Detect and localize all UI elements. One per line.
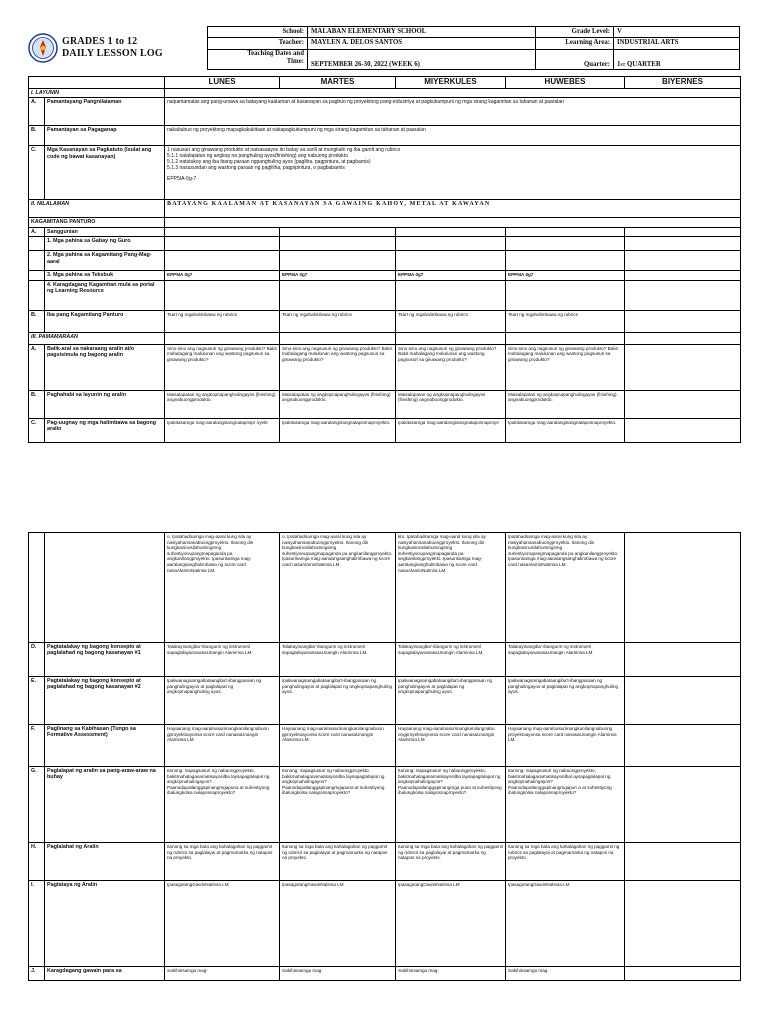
row-letter: A.	[29, 227, 45, 236]
cell-huwebes: Itanong: Sapagsusuri ng nabuongproyekto, bakitmahalaganamatisayosilbal aysapaglalapat ng angkopnahulingayos? Paanodapatlanggapinangmgapun a at suhestiyong ibalungkolsa nalaposnaproyekto?	[506, 767, 625, 843]
row-label: Paglalahat ng Aralin	[45, 843, 165, 881]
cell-martes: Ipakitasamga mag-aaralangisangnataposnaproyekto.	[280, 418, 396, 442]
cell-martes: Itanong: Sapagsusuri ng nabuongproyekto, bakitmahalaganamatisayosilba laysapaglalapat ng angkopnahulingayos? Paanodapatlanggapinangmgapuna at suhestiyong ibalungkolsa nalaposnaproyekto?	[280, 767, 396, 843]
logo-block	[28, 26, 207, 70]
cell-lunes: Talakayinangiba'-ibangurin ng instrumenl sapaglalayananasaUnangin Alaminsa LM.	[165, 643, 280, 677]
row-label: 3. Mga pahina sa Teksbuk	[45, 271, 165, 280]
day-lunes: LUNES	[165, 77, 280, 89]
quarter-rest: QUARTER	[625, 61, 661, 68]
row-pagtataya	[29, 881, 741, 967]
kasanayan-line: 5.1.3 nasusundan ang wastong paraan ng pagliliha, pagpipintura, o pagbabarnis	[167, 165, 345, 172]
cell-biyernes	[625, 310, 741, 332]
cell-biyernes	[625, 967, 741, 981]
cell-biyernes	[625, 237, 741, 251]
row-pag-uugnay	[29, 418, 741, 442]
cell-biyernes	[625, 677, 741, 725]
cell-miyerkules: Hayaanang mag-aaralnasuriinangkanilangnabu ongproyektoayonsa score card nanasaUnangin Alaminsa LM.	[396, 725, 506, 767]
row-letter: G.	[29, 767, 45, 843]
cell-lunes: o. Ipatahadsamga mag-aaral kung sila ay nasiyahansanabuongproyekto. Ilanong din kungkaninosilahuminginng suhestiyonupangmapaganda pa angkanilangproyekto. Ipasurisamga mag-aaralangsanghalimbawa ng score card nasaAlaminNatinsa LM.	[165, 533, 280, 643]
grade-value: V	[614, 27, 740, 38]
cell-huwebes: IpasagotangGawinNatinsa LM	[506, 881, 625, 967]
cell-biyernes	[625, 344, 741, 390]
row-pamantayan-sa-pagaganap	[29, 126, 741, 146]
row-label: 2. Mga pahina sa Kagamitang Pang-Mag-aaral	[45, 251, 165, 271]
row-letter: B.	[29, 390, 45, 418]
row-balik-aral	[29, 344, 741, 390]
day-biyernes: BIYERNES	[625, 77, 741, 89]
cell-martes	[280, 227, 396, 236]
quarter-sup: ST	[620, 62, 626, 67]
cell-huwebes: Talakayinangiba'-ibangurin ng instrumenl sapaglalayananasaUnangin Alaminsa LM.	[506, 643, 625, 677]
cell-lunes	[165, 227, 280, 236]
layunin-blank	[165, 89, 741, 98]
cell-martes: Itanong sa mga bata ang kahalagahan ng paggamit ng rubrics sa paglalayai at pagmamarka ng natapos na proyekto.	[280, 843, 396, 881]
cell-miyerkules	[396, 280, 506, 310]
cell-lunes: EPP5IA 0g7	[165, 271, 280, 280]
kasanayan-line: 5.1.1 nalalapatan ng angkop na panghuling ayos(finishing) ang nabuong produkto	[167, 153, 348, 160]
row-label: Pagtataya ng Aralin	[45, 881, 165, 967]
nilalaman-text: BATAYANG KAALAMAN AT KASANAYAN SA GAWAING KAHOY, METAL AT KAWAYAN	[165, 200, 741, 218]
page-2	[28, 532, 740, 981]
kagamitan-heading: KAGAMITANG PANTURO	[29, 218, 165, 227]
row-letter: D.	[29, 643, 45, 677]
cell-martes: EPP5IA 0g7	[280, 271, 396, 280]
quarter-num: 1	[617, 61, 621, 68]
row-label: Pag-uugnay ng mga halimbawa sa bagong aralin	[45, 418, 165, 442]
cell-lunes: IpasagotangGawinNatinsa LM	[165, 881, 280, 967]
cell-huwebes	[506, 237, 625, 251]
title-line-1: GRADES 1 to 12	[62, 36, 138, 47]
cell-martes: Hayaanang mag-aaralnasuriinangkanilangnabuon gproyektoayonsa score card nanasaUnangin Alaminsa LM.	[280, 725, 396, 767]
cell-martes	[280, 237, 396, 251]
day-martes: MARTES	[280, 77, 396, 89]
row-teksbuk	[29, 271, 741, 280]
day-header-blank	[29, 77, 165, 89]
section-nilalaman	[29, 200, 741, 218]
cell-martes: Tsart ng mgahalimbawa ng rubrics	[280, 310, 396, 332]
lesson-plan-table-2	[28, 532, 741, 981]
cell-miyerkules: Itanong sa mga bata ang kahalagahan ng paggamit ng rubrics sa paglalayai at pagmamarka ng natapos na proyekto.	[396, 843, 506, 881]
row-label: Iba pang Kagamitang Panturo	[45, 310, 165, 332]
cell-lunes: Maisalapatan ng angkopnapanghulingayos (finishing) angnabuongprodukto.	[165, 390, 280, 418]
cell-biyernes	[625, 332, 741, 344]
quarter-label	[536, 49, 614, 69]
school-value: MALABAN ELEMENTARY SCHOOL	[308, 27, 536, 38]
row-label: Balik-aral sa nakaraang aralin at/o pagsisimula ng bagong aralin	[45, 344, 165, 390]
kasanayan-code: EPP5IA-0g-7	[167, 176, 197, 183]
cell-lunes: Hayaanang mag-aaralnasuriinangkanilangnabuon gproyektoayonsa score card nanasaUnangin Alaminsa LM.	[165, 725, 280, 767]
day-huwebes: HUWEBES	[506, 77, 625, 89]
info-table	[207, 26, 740, 70]
dates-value	[308, 49, 536, 69]
row-label: Sanggunian	[45, 227, 165, 236]
row-gabay-ng-guro	[29, 237, 741, 251]
cell-biyernes	[625, 227, 741, 236]
row-label: Karagdagang gawain para sa	[45, 967, 165, 981]
section-pamamaraan	[29, 332, 741, 344]
cell-biyernes	[625, 418, 741, 442]
cell-miyerkules: Maisalapatan ng angkopnapanghulingayos (finishing) angnabuongprodukto.	[396, 390, 506, 418]
cell-lunes: Sino-sino ang nagsusuri ng ginawang produkto? Bakit mahalagang malulunan ang wastong pagsusuri sa ginawang produkto?	[165, 344, 280, 390]
row-letter: E.	[29, 677, 45, 725]
row-paglalapat	[29, 767, 741, 843]
cell-lunes: Sabihinsamga mag-	[165, 967, 280, 981]
section-kagamitan	[29, 218, 741, 227]
cell-lunes: Ipakitasamga mag-aaralangisangnatapospr oyekt	[165, 418, 280, 442]
row-pagtatalakay-2	[29, 677, 741, 725]
row-iba-pang-kagamitan	[29, 310, 741, 332]
cell-huwebes	[506, 280, 625, 310]
cell-miyerkules	[396, 251, 506, 271]
row-label: Pagtatalakay ng bagong konsepto at paglalahad ng bagong kasanayan #2	[45, 677, 165, 725]
row-label	[45, 533, 165, 643]
cell-huwebes: EPP5IA 0g7	[506, 271, 625, 280]
row-letter: C.	[29, 418, 45, 442]
school-label: School:	[208, 27, 308, 38]
row-label: Paghahabi sa layunin ng aralin	[45, 390, 165, 418]
row-kasanayan	[29, 146, 741, 200]
cell-biyernes	[625, 251, 741, 271]
row-text: naipamamalas ang pang-unawa sa batayang kaalaman at kasanayan sa pagbuo ng proyektong pang-industriya at pagkukumpuni ng mga sirang kagamitan sa tahanan at paaralan	[165, 98, 741, 126]
kasanayan-line: 1 nasusuri ang ginawang produkto at naisasaayos ito batay sa sarili at mungkahi ng iba gamit ang rubrics	[167, 147, 401, 154]
cell-huwebes: Tsart ng mgahalimbawa ng rubrics	[506, 310, 625, 332]
pamamaraan-heading: III. PAMAMARAAN	[29, 332, 165, 344]
cell-miyerkules: EPP5IA 0g7	[396, 271, 506, 280]
day-header-row	[29, 77, 741, 89]
page-1	[28, 26, 740, 443]
row-letter: I.	[29, 881, 45, 967]
cell-martes: Sabihinsamga mag-	[280, 967, 396, 981]
row-label: Pagtatalakay ng bagong konsepto at paglalahad ng bagong kasanayan #1	[45, 643, 165, 677]
row-learning-resource	[29, 280, 741, 310]
cell-huwebes	[506, 251, 625, 271]
cell-martes: Maisalapatan ng angkopnapanghulingayos (finishing) angnabuongprodukto.	[280, 390, 396, 418]
row-letter: J.	[29, 967, 45, 981]
row-label: Mga Kasanayan sa Pagkatuto (Isulat ang code ng bawat kasanayan)	[45, 146, 165, 200]
cell-huwebes: Sabihinsamga mag-	[506, 967, 625, 981]
cell-huwebes: Sino-sino ang nagsusuri ng ginawang produkto? Bakit mahalagang malulunan ang wastong pagsusuri sa ginawang produkto?	[506, 344, 625, 390]
row-paglinang	[29, 725, 741, 767]
row-pag-uugnay-cont	[29, 533, 741, 643]
row-letter: B.	[29, 126, 45, 146]
section-layunin	[29, 89, 741, 98]
cell-huwebes: Itanong sa mga bata ang kahalagahan ng paggamit ng rubrics sa paglalayai at pagmamarka ng natapos na proyekto.	[506, 843, 625, 881]
cell-martes: Sino-sino ang nagsusuri ng ginawang produkto? Bakit mahalagang malulunan ang wastong pagsusuri sa ginawang produkto?	[280, 344, 396, 390]
row-kagamitang-pang-mag-aaral	[29, 251, 741, 271]
cell-miyerkules: Ipakitasamga mag-aaralangisangnataposnaproye	[396, 418, 506, 442]
kasanayan-line: 5.1.2 natutukoy ang iba ibang paraan ngpanghuling ayos (pagliha, pagpintura, at pagbarnis)	[167, 159, 371, 166]
cell-martes: o. Ipatahadsamga mag-aaral kung sila ay nasiyahansanabuongproyekto. Ilanong din kungkaninosilahuminginng suhestiyonupangmapaganda pa angkanilangproyekto. Ipasurisamga mag-aaralangsanghalimbawa ng score card nasaAlaminNatinsa LM.	[280, 533, 396, 643]
teacher-value: MAYLEN A. DELOS SANTOS	[308, 38, 536, 49]
row-text	[165, 146, 741, 200]
cell-martes: Ipaliwanagsamgabataangiba't-ibangparaan ng panghulingayos at paglalapat ng angkopnapanghuling ayos.	[280, 677, 396, 725]
teacher-label: Teacher:	[208, 38, 308, 49]
row-label: Paglalapat ng aralin sa pang-araw-araw na buhay	[45, 767, 165, 843]
grade-label: Grade Level:	[536, 27, 614, 38]
cell-huwebes: Ipatahadsamga mag-aaral kung sila ay nasiyahansanabuongproyekto. Ilanong din kungkaninosilahuminginng suhestiyonupangmapaganda pa angkanilangproyekto. Ipasurisamga mag-aaralangsanghalimbawa ng score card nasaAlaminNatinsa LM.	[506, 533, 625, 643]
row-sanggunian	[29, 227, 741, 236]
row-letter: A.	[29, 344, 45, 390]
cell-lunes: Tsart ng mgahalimbawa ng rubrics	[165, 310, 280, 332]
row-paghahabi	[29, 390, 741, 418]
row-letter	[29, 280, 45, 310]
cell-miyerkules: Itanong: Sapagsusuri ng nabuongproyekto, bakitmahalaganamatisayosilba laysapaglalapat ng angkopnahulingayos? Paanodapatlanggapinangmga puna at suhestiyong ibalungkolsa nalaposnaproyekto?	[396, 767, 506, 843]
cell-miyerkules: Sino-sino ang nagsusuri ng ginawang produkto? Bakit mahalagang malulunan ang wastong pagsusuri sa ginawang produkto?	[396, 344, 506, 390]
dates-text: SEPTEMBER 26-30, 2022 (WEEK 6)	[311, 61, 420, 68]
row-pagtatalakay-1	[29, 643, 741, 677]
quarter-label-text: Quarter:	[583, 61, 610, 68]
row-letter: B.	[29, 310, 45, 332]
cell-huwebes: Ipaliwanagsamgabataangiba't-ibangparaan ng panghulingayos at paglalapat ng angkopnapanghuling ayos.	[506, 677, 625, 725]
row-letter	[29, 251, 45, 271]
row-letter: F.	[29, 725, 45, 767]
cell-lunes: Itanong sa mga bata ang kahalagahan ng paggamit ng rubrics sa paglalayai at pagmamarka ng natapos na proyekto.	[165, 843, 280, 881]
row-paglalahat	[29, 843, 741, 881]
cell-lunes	[165, 280, 280, 310]
deped-seal-icon	[28, 33, 58, 63]
cell-biyernes	[625, 643, 741, 677]
dll-header	[28, 26, 740, 70]
cell-lunes: Ipaliwanagsamgabataangiba't-ibangparaan ng panghulingayos at paglalapat ng angkopnapanghuling ayos.	[165, 677, 280, 725]
row-karagdagang-gawain	[29, 967, 741, 981]
cell-biyernes	[625, 843, 741, 881]
cell-huwebes	[506, 227, 625, 236]
row-label: Pamantayang Pangnilalaman	[45, 98, 165, 126]
cell-huwebes: Hayaanang mag-aaralnasuriinangkanilangnabuong proyektoayonsa score card nanasaUnangin Alaminsa LM.	[506, 725, 625, 767]
row-label: 4. Karagdagang Kagamitan mula sa portal ng Learning Resource	[45, 280, 165, 310]
lesson-plan-table-1	[28, 76, 741, 443]
row-label: 1. Mga pahina sa Gabay ng Guro	[45, 237, 165, 251]
cell-huwebes	[506, 332, 625, 344]
cell-miyerkules: kto. Ipatahadsamga mag-aaral kung sila ay nasiyahansanabuongproyekto. Ilanong din kungkaninosilahuminginng suhestiyonupangmapaganda pa angkanilangproyekto. Ipasurisamga mag-aaralangsanghalimbawa ng score card nasaAlaminNatinsa LM.	[396, 533, 506, 643]
row-label: Pamantayan sa Pagaganap	[45, 126, 165, 146]
cell-lunes	[165, 237, 280, 251]
row-letter: H.	[29, 843, 45, 881]
row-letter	[29, 237, 45, 251]
cell-biyernes	[625, 271, 741, 280]
cell-biyernes	[625, 767, 741, 843]
area-value: INDUSTRIAL ARTS	[614, 38, 740, 49]
cell-miyerkules	[396, 332, 506, 344]
row-pamantayang-pangnilalaman	[29, 98, 741, 126]
cell-martes: IpasagotangGawinNatinsa LM	[280, 881, 396, 967]
quarter-value	[614, 49, 740, 69]
kagamitan-blank	[165, 218, 741, 227]
title-line-2: DAILY LESSON LOG	[62, 48, 163, 59]
cell-biyernes	[625, 280, 741, 310]
row-letter	[29, 533, 45, 643]
cell-biyernes	[625, 533, 741, 643]
area-label: Learning Area:	[536, 38, 614, 49]
row-label: Paglinang sa Kabihasan (Tungo sa Formative Assessment)	[45, 725, 165, 767]
cell-lunes	[165, 251, 280, 271]
dates-label	[208, 49, 308, 69]
cell-huwebes: Maisalapatan ng angkopnapanghulingayos (finishing) angnabuongprodukto.	[506, 390, 625, 418]
row-letter: C.	[29, 146, 45, 200]
nilalaman-heading: II. NILALAMAN	[29, 200, 165, 218]
cell-lunes: Itanong: Sapagsusuri ng nabuongproyekto, bakitmahalaganamatisayosilba laysapaglalapat ng angkopnahulingayos? Paanodapatlanggapinangmgapuna at suhestiyong ibalungkolsa nalaposnaproyekto?	[165, 767, 280, 843]
cell-miyerkules: Tsart ng mgahalimbawa ng rubrics	[396, 310, 506, 332]
cell-lunes	[165, 332, 280, 344]
cell-martes	[280, 251, 396, 271]
cell-huwebes: Ipakitasamga mag-aaralangisangnataposnaproyekto.	[506, 418, 625, 442]
cell-biyernes	[625, 725, 741, 767]
row-text: nakabubuo ng proyektong mapagkakakitaan at nakapagkukumpuni ng mga sirang kagamitan sa tahanan at paaralan	[165, 126, 741, 146]
cell-martes	[280, 332, 396, 344]
cell-miyerkules: Sabihinsamga mag-	[396, 967, 506, 981]
dates-label-line1: Teaching Dates and	[247, 49, 304, 57]
cell-miyerkules: Talakayinangiba'-ibangurin ng instrumenl sapaglalayananasaUnangin Alaminsa LM.	[396, 643, 506, 677]
cell-biyernes	[625, 881, 741, 967]
dates-label-line2: Time:	[286, 57, 304, 65]
dll-title	[62, 36, 163, 60]
day-miyerkules: MIYERKULES	[396, 77, 506, 89]
layunin-heading: I. LAYUNIN	[29, 89, 165, 98]
row-letter	[29, 271, 45, 280]
cell-martes	[280, 280, 396, 310]
cell-miyerkules	[396, 237, 506, 251]
cell-miyerkules: IpasagotangGawinNatinsa LM	[396, 881, 506, 967]
cell-miyerkules: Ipaliwanagsamgabataangiba't-ibangparaan ng panghulingayos at paglalapat ng angkopnapanghuling ayos.	[396, 677, 506, 725]
cell-martes: Talakayinangiba'-ibangurin ng instrumenl sapaglalayananasaUnangin Alaminsa LM.	[280, 643, 396, 677]
cell-biyernes	[625, 390, 741, 418]
row-letter: A.	[29, 98, 45, 126]
cell-miyerkules	[396, 227, 506, 236]
